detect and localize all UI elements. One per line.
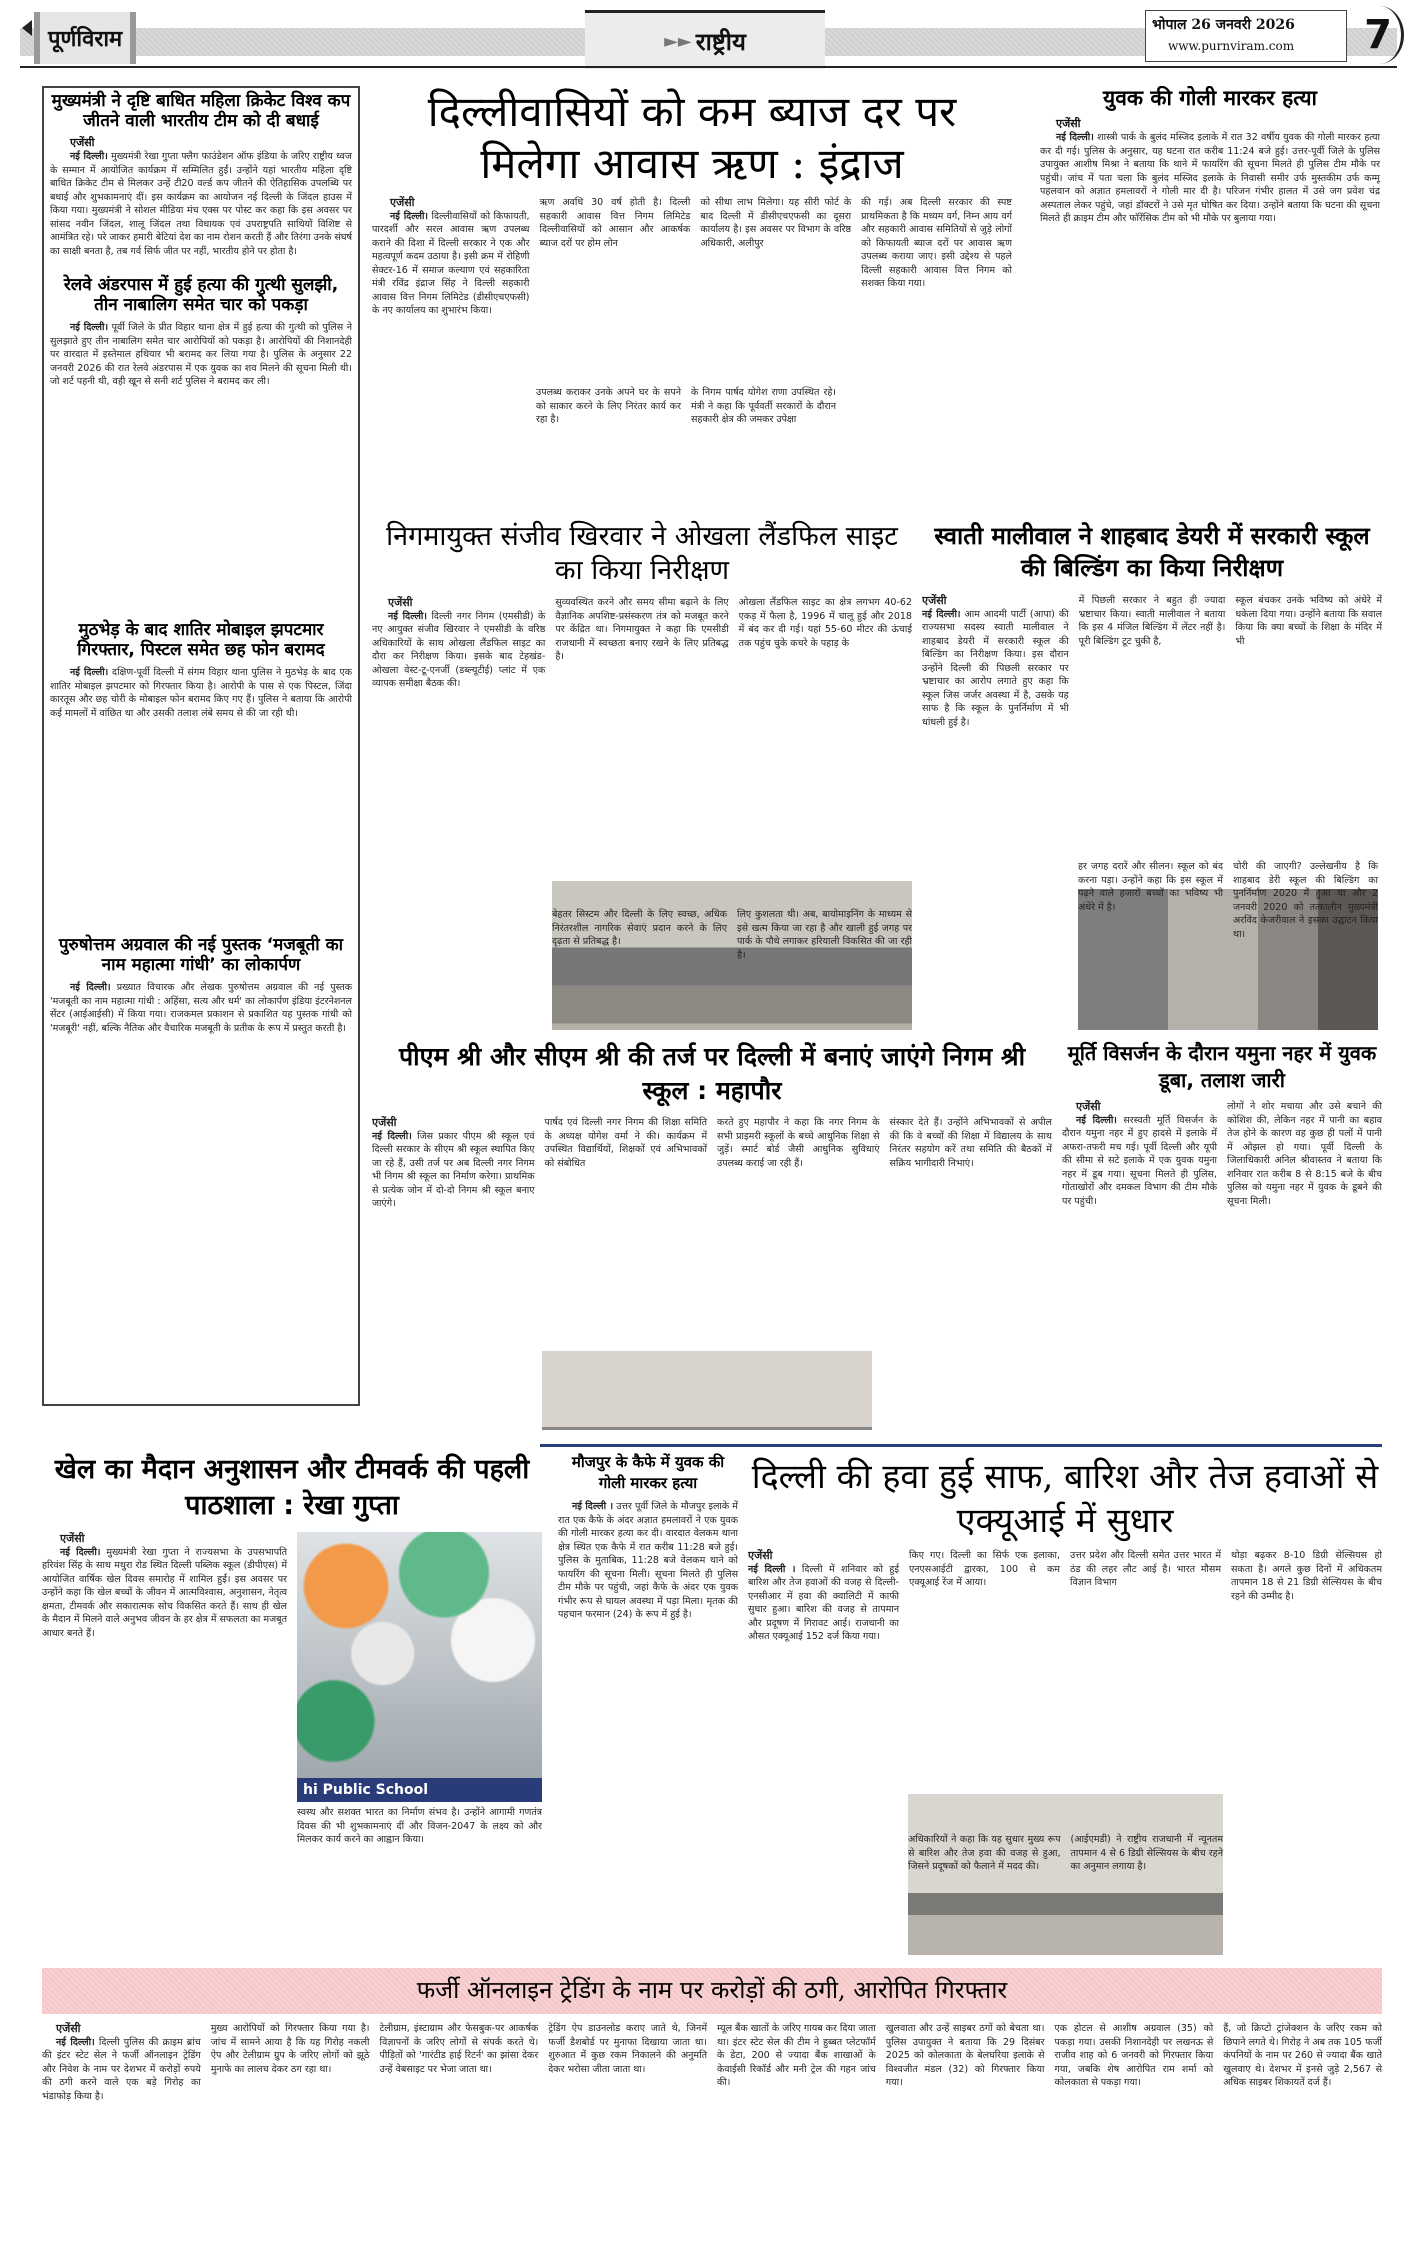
column-3: उत्तर प्रदेश और दिल्ली समेत उत्तर भारत में ठंड की लहर लौट आई है। भारत मौसम विज्ञान विभाग	[1070, 1550, 1221, 1588]
column-4: थोड़ा बढ़कर 8-10 डिग्री सेल्सियस हो सकता है। अगले कुछ दिनों में अधिकतम तापमान 18 से 21 डिग्री सेल्सियस के बीच रहने की उम्मीद है।	[1231, 1550, 1382, 1602]
balloon-release-photo	[297, 1532, 542, 1802]
trading-headline-band	[42, 1968, 1382, 2014]
article-body	[50, 981, 352, 1035]
column-1	[748, 1549, 899, 1644]
article-body	[50, 321, 352, 611]
under-photo-text	[1078, 860, 1378, 941]
body-text: दिल्ली नगर निगम (एमसीडी) के नए आयुक्त संजीव खिरवार ने एमसीडी के वरिष्ठ अधिकारियों के साथ ओखला लैंडफिल साइट का दौरा कर निरीक्षण किया। इसके बाद टेहखंड-ओखला वेस्ट-टू-एनर्जी (डब्ल्यूटीई) प्लांट में एक व्यापक समीक्षा बैठक की।	[372, 610, 546, 689]
body-text: दक्षिण-पूर्वी दिल्ली में संगम विहार थाना पुलिस ने मुठभेड़ के बाद एक शातिर मोबाइल झपटमार को गिरफ्तार किया है। आरोपी के पास से एक पिस्टल, जिंदा कारतूस और छह चोरी के मोबाइल फोन बरामद किए गए हैं। पुलिस ने बताया कि आरोपी कई मामलों में वांछित था और उसकी तलाश लंबे समय से की जा रही थी।	[50, 667, 352, 719]
column-4: की गई। अब दिल्ली सरकार की स्पष्ट प्राथमिकता है कि मध्यम वर्ग, निम्न आय वर्ग और सहकारी आवास समितियों से जुड़े लोगों को किफायती ब्याज दरों पर आवास ऋण उपलब्ध कराया जाए। इसी उद्देश्य से पहले दिल्ली सहकारी आवास वित्त निगम को सशक्त किया गया।	[861, 197, 1012, 289]
column-2: मुख्य आरोपियों को गिरफ्तार किया गया है। जांच में सामने आया है कि यह गिरोह नकली ऐप और टेलीग्राम ग्रुप के जरिए लोगों को झूठे मुनाफे का लालच देकर ठग रहा था।	[210, 2023, 370, 2075]
column-3: स्कूल बंचकर उनके भविष्य को अंधेरे में धकेला दिया गया। उन्होंने बताया कि सवाल किया कि क्या बच्चों के शिक्षा के मंदिर में भी	[1235, 595, 1382, 647]
column-2: किए गए। दिल्ली का सिर्फ एक इलाका, एनएसआईटी द्वारका, 100 से कम एक्यूआई रेंज में आया।	[909, 1550, 1060, 1588]
masthead	[0, 0, 1417, 72]
dateline: नई दिल्ली।	[70, 151, 108, 163]
caption-text: स्वस्थ और सशक्त भारत का निर्माण संभव है। उन्होंने आगामी गणतंत्र दिवस की भी शुभकामनाएं दीं और विजन-2047 के लक्ष्य को और मिलकर कार्य करने का आह्वान किया।	[297, 1807, 542, 1845]
column-1	[372, 196, 530, 318]
article-nigam-shri-school	[372, 1040, 1052, 1430]
body-text: प्रख्यात विचारक और लेखक पुरुषोत्तम अग्रवाल की नई पुस्तक 'मजबूती का नाम महात्मा गांधी : अहिंसा, सत्य और धर्म' का लोकार्पण इंडिया इंटरनेशनल सेंटर (आईआईसी) में किया गया। राजकमल प्रकाशन से प्रकाशित यह पुस्तक गांधी को 'मजबूरी' नहीं, बल्कि नैतिक और वैचारिक मजबूती के प्रतीक के रूप में प्रस्तुत करती है।	[50, 982, 352, 1034]
headline[interactable]: दिल्ली की हवा हुई साफ, बारिश और तेज हवाओं से एक्यूआई में सुधार	[751, 1457, 1379, 1541]
headline[interactable]: पुरुषोत्तम अग्रवाल की नई पुस्तक ‘मजबूती का नाम महात्मा गांधी’ का लोकार्पण	[58, 935, 344, 975]
byline: एजेंसी	[390, 196, 415, 209]
article-columns	[42, 2022, 1382, 2103]
article-cricket	[50, 92, 352, 258]
body-text: दिल्लीवासियों को किफायती, पारदर्शी और सरल आवास ऋण उपलब्ध कराने की दिशा में दिल्ली सरकार ने एक और महत्वपूर्ण कदम उठाया है। इसी क्रम में रोहिणी सेक्टर-16 में समाज कल्याण एवं सहकारिता मंत्री रविंद्र इंद्राज सिंह ने दिल्ली सहकारी आवास वित्त निगम लिमिटेड (डीसीएचएफसी) के नए कार्यालय का शुभारंभ किया।	[372, 210, 530, 316]
article-columns	[372, 1116, 1052, 1211]
column-2: ऋण अवधि 30 वर्ष होती है। दिल्ली सहकारी आवास वित्त निगम लिमिटेड दिल्लीवासियों को आसान और आकर्षक ब्याज दरों पर होम लोन	[539, 197, 691, 249]
dateline: नई दिल्ली।	[388, 610, 427, 622]
article-columns	[42, 1532, 542, 1847]
section-divider	[540, 1444, 1382, 1447]
column-2: में पिछली सरकार ने बहुत ही ज्यादा भ्रष्टाचार किया। स्वाती मालीवाल ने बताया कि इस 4 मंजिल बिल्डिंग में लेंटर नहीं है। पूरी बिल्डिंग टूट चुकी है,	[1078, 595, 1226, 647]
byline: एजेंसी	[60, 1532, 85, 1545]
article-encounter	[50, 621, 352, 926]
byline: एजेंसी	[1076, 1100, 1101, 1113]
caption-text-2: लिए कुशलता थी। अब, बायोमाइनिंग के माध्यम से इसे खत्म किया जा रहा है और खाली हुई जगह पर पार्क के पौधे लगाकर हरियाली विकसित की जा रही है।	[737, 909, 912, 961]
article-columns	[748, 1549, 1382, 1644]
article-book-launch	[50, 936, 352, 1035]
column-1	[372, 1116, 535, 1211]
article-trading-fraud	[42, 2022, 1382, 2242]
headline[interactable]: खेल का मैदान अनुशासन और टीमवर्क की पहली पाठशाला : रेखा गुप्ता	[54, 1454, 530, 1521]
headline[interactable]: स्वाती मालीवाल ने शाहबाद डेयरी में सरकारी स्कूल की बिल्डिंग का किया निरीक्षण	[934, 522, 1370, 582]
article-columns	[372, 196, 1012, 318]
double-arrow-icon: ►►	[664, 30, 692, 52]
column-2	[297, 1532, 542, 1847]
school-event-photo	[542, 1351, 872, 1431]
headline[interactable]: रेलवे अंडरपास में हुई हत्या की गुत्थी सुलझी, तीन नाबालिग समेत चार को पकड़ा	[63, 275, 339, 315]
dateline: नई दिल्ली।	[56, 2036, 95, 2048]
masthead-rule	[20, 66, 1397, 68]
dateline: नई दिल्ली ।	[748, 1563, 796, 1575]
under-photo-text	[908, 1833, 1223, 1874]
body-text: उत्तर पूर्वी जिले के मौजपुर इलाके में रात एक कैफे के अंदर अज्ञात हमलावरों ने एक युवक की गोली मारकर हत्या कर दी। वारदात वेलकम थाना क्षेत्र स्थित एक कैफे में रात करीब 11:28 बजे हुई। पुलिस के मुताबिक, 11:28 बजे वेलकम थाने को फायरिंग की सूचना मिली। सूचना मिलते ही पुलिस टीम मौके पर पहुंची, जहां कैफे के अंदर एक युवक गंभीर रूप से घायल अवस्था में पड़ा मिला। मृतक की पहचान फरमान (24) के रूप में हुई है।	[558, 1501, 738, 1620]
road-fog-photo	[908, 1794, 1223, 1956]
caption-text-1: उपलब्ध कराकर उनके अपने घर के सपने को साकार करने के लिए निरंतर कार्य कर रहा है।	[536, 387, 681, 425]
column-3: ओखला लैंडफिल साइट का क्षेत्र लगभग 40-62 एकड़ में फैला है, 1996 में चालू हुई और 2018 में बंद कर दी गई। यहां 55-60 मीटर की ऊंचाई तक पहुंच चुके कचरे के पहाड़ के	[738, 597, 912, 649]
dateline: नई दिल्ली।	[390, 210, 429, 222]
headline[interactable]: दिल्लीवासियों को कम ब्याज दर पर मिलेगा आवास ऋण : इंद्राज	[427, 87, 957, 188]
headline[interactable]: मुख्यमंत्री ने दृष्टि बाधित महिला क्रिकेट विश्व कप जीतने वाली भारतीय टीम को दी बधाई	[51, 91, 351, 131]
column-3: करते हुए महापौर ने कहा कि नगर निगम के सभी प्राइमरी स्कूलों के बच्चे आधुनिक शिक्षा से जुड़ें। स्मार्ट बोर्ड जैसी आधुनिक सुविधाएं उपलब्ध कराई जा रही हैं।	[717, 1117, 880, 1169]
article-body	[558, 1500, 738, 1622]
dateline: नई दिल्ली।	[70, 322, 109, 334]
byline: एजेंसी	[748, 1549, 773, 1562]
school-sign: hi Public School	[297, 1778, 542, 1802]
page-number: 7	[1355, 6, 1404, 64]
column-1	[42, 1532, 287, 1847]
body-text: दिल्ली पुलिस की क्राइम ब्रांच की इंटर स्टेट सेल ने फर्जी ऑनलाइन ट्रेडिंग और निवेश के नाम पर देशभर में करोड़ों रुपये की ठगी करने वाले एक बड़े गिरोह का भंडाफोड़ किया है।	[42, 2036, 201, 2102]
column-1	[1062, 1100, 1217, 1208]
article-shooting-shastri-park	[1040, 86, 1380, 506]
column-3: टेलीग्राम, इंस्टाग्राम और फेसबुक-पर आकर्षक विज्ञापनों के जरिए लोगों से संपर्क करते थे। पीड़ितों को 'गारंटीड हाई रिटर्न' का झांसा देकर उन्हें वेबसाइट पर भेजा जाता था।	[379, 2023, 539, 2075]
caption-text-1: बेहतर सिस्टम और दिल्ली के लिए स्वच्छ, अधिक निरंतरशील नागरिक सेवाएं प्रदान करने के लिए दृढ़ता से प्रतिबद्ध है।	[552, 909, 727, 947]
under-photo-text	[536, 386, 836, 427]
byline: एजेंसी	[372, 1116, 397, 1129]
body-text: मुख्यमंत्री रेखा गुप्ता फ्लैग फाउंडेशन ऑफ इंडिया के जरिए राष्ट्रीय ध्वज के सम्मान में आयोजित कार्यक्रम में सम्मिलित हुईं। उन्होंने यहां भारतीय महिला दृष्टि बाधित क्रिकेट टीम से मिलकर उन्हें टी20 वर्ल्ड कप जीतने की ऐतिहासिक उपलब्धि पर बधाई और शुभकामनाएं दीं। इस कार्यक्रम का आयोजन नई दिल्ली के जिंदल हाउस में किया गया। मुख्यमंत्री ने सोशल मीडिया मंच एक्स पर पोस्ट कर कहा कि इस अवसर पर सांसद नवीन जिंदल, शालू जिंदल तथा विधायक एवं उपराष्ट्रपति साथियों विशिष्ट से आमंत्रित रहे।	[50, 151, 352, 244]
column-8: हैं, जो क्रिप्टो ट्रांजेक्शन के जरिए रकम को छिपाने लगते थे। गिरोह ने अब तक 105 फर्जी कंपनियों के नाम पर 260 से ज्यादा बैंक खाते खुलवाए थे। देशभर में इनसे जुड़े 2,567 से अधिक साइबर शिकायतें दर्ज हैं।	[1223, 2023, 1382, 2088]
headline[interactable]: मूर्ति विसर्जन के दौरान यमुना नहर में युवक डूबा, तलाश जारी	[1067, 1041, 1377, 1092]
article-swati-maliwal	[922, 520, 1382, 1030]
dateline: नई दिल्ली ।	[572, 1501, 614, 1512]
article-body	[50, 666, 352, 926]
byline: एजेंसी	[922, 594, 947, 607]
columns-2-4	[540, 196, 1013, 318]
article-sports-day	[42, 1452, 542, 1952]
column-3: को सीधा लाभ मिलेगा। यह सीरी फोर्ट के बाद दिल्ली में डीसीएचएफसी का दूसरा कार्यालय है। इस अवसर पर विभाग के वरिष्ठ अधिकारी, अलीपुर	[700, 197, 852, 249]
body-text: मुख्यमंत्री रेखा गुप्ता ने राज्यसभा के उपसभापति हरिवंश सिंह के साथ मथुरा रोड स्थित दिल्ली पब्लिक स्कूल (डीपीएस) में आयोजित वार्षिक खेल दिवस समारोह में शामिल हुईं। इस अवसर पर उन्होंने कहा कि खेल बच्चों के जीवन में आत्मविश्वास, अनुशासन, नेतृत्व क्षमता, टीमवर्क और सकारात्मक सोच विकसित करते हैं। साथ ही खेल के मैदान में मिलने वाले अनुभव जीवन के हर क्षेत्र में सफलता का मजबूत आधार बनते हैं।	[42, 1546, 287, 1639]
headline[interactable]: युवक की गोली मारकर हत्या	[1103, 86, 1317, 110]
column-4: संस्कार देते हैं। उन्होंने अभिभावकों से अपील की कि वे बच्चों की शिक्षा में विद्यालय के साथ निरंतर सहयोग करें तथा समिति की बैठकों में सक्रिय भागीदारी निभाएं।	[889, 1117, 1052, 1169]
article-maujpur-shooting	[558, 1452, 738, 1952]
caption-text-2: (आईएमडी) ने राष्ट्रीय राजधानी में न्यूनतम तापमान 4 से 6 डिग्री सेल्सियस के बीच रहने का अनुमान लगाया है।	[1070, 1834, 1223, 1872]
article-railway	[50, 276, 352, 611]
article-housing-loan	[372, 86, 1012, 476]
body-text: शास्त्री पार्क के बुलंद मस्जिद इलाके में रात 32 वर्षीय युवक की गोली मारकर हत्या कर दी गई। पुलिस के अनुसार, यह घटना रात करीब 11:24 बजे हुई। उत्तर-पूर्वी जिले के पुलिस उपायुक्त आशीष मिश्रा ने बताया कि थाने में फायरिंग की सूचना मिलते ही पुलिस टीम मौके पर पहुंची। जांच में पता चला कि बुलंद मस्जिद इलाके के निवासी समीर उर्फ मुस्तकीम उर्फ कम्मू पहलवान को अज्ञात हमलावरों ने गोली मार दी है। परिजन गंभीर हालत में उसे जग प्रवेश चंद्र अस्पताल लेकर पहुंचे, जहां डॉक्टरों ने उसे मृत घोषित कर दिया। उन्होंने बताया कि घटना की सूचना मिलते ही क्राइम टीम और फॉरेंसिक टीम को भी मौके पर बुलाया गया।	[1040, 132, 1380, 225]
body-text: दिल्ली में शनिवार को हुई बारिश और तेज हवाओं की वजह से दिल्ली-एनसीआर में हवा की क्वालिटी में काफी सुधार हुआ। बारिश की वजह से तापमान और प्रदूषण में गिरावट आई। राजधानी का औसत एक्यूआई 152 दर्ज किया गया।	[748, 1563, 899, 1642]
column-5: म्यूल बैंक खातों के जरिए गायब कर दिया जाता था। इंटर स्टेट सेल की टीम ने हुब्बत प्लेटफॉर्म के डेटा, 200 से ज्यादा बैंक शाखाओं के केवाईसी रिकॉर्ड और मनी ट्रेल की गहन जांच की।	[717, 2023, 876, 2088]
dateline: नई दिल्ली।	[70, 667, 109, 679]
column-4: ट्रेडिंग ऐप डाउनलोड कराए जाते थे, जिनमें फर्जी डैशबोर्ड पर मुनाफा दिखाया जाता था। शुरुआत में कुछ रकम निकालने की अनुमति देकर भरोसा जीता जाता था।	[548, 2023, 707, 2075]
newspaper-logo[interactable]: पूर्णविराम	[34, 12, 136, 64]
headline[interactable]: मुठभेड़ के बाद शातिर मोबाइल झपटमार गिरफ्तार, पिस्टल समेत छह फोन बरामद	[77, 620, 325, 660]
article-columns	[922, 594, 1382, 729]
column-2: सुव्यवस्थित करने और समय सीमा बढ़ाने के लिए वैज्ञानिक अपशिष्ट-प्रसंस्करण तंत्र को मजबूत करने पर केंद्रित था। निगमायुक्त ने कहा कि एमसीडी राजधानी में स्वच्छता बनाए रखने के लिए प्रतिबद्ध है।	[555, 597, 729, 662]
column-2: पार्षद एवं दिल्ली नगर निगम की शिक्षा समिति के अध्यक्ष योगेश वर्मा ने की। कार्यक्रम में उपस्थित विद्यार्थियों, शिक्षकों एवं अभिभावकों को संबोधित	[544, 1117, 707, 1169]
under-photo-text	[552, 908, 912, 962]
section-label[interactable]	[585, 10, 825, 69]
body-text-closing: परे जाकर हमारी बेटियां देश का नाम रोशन करती हैं और तिरंगा उनके संघर्ष का साक्षी बनता है, तब गर्व सिर्फ जीत पर नहीं, भारतीय होने पर होता है।	[50, 232, 352, 257]
dateline: नई दिल्ली।	[70, 982, 111, 994]
headline[interactable]: फर्जी ऑनलाइन ट्रेडिंग के नाम पर करोड़ों की ठगी, आरोपित गिरफ्तार	[416, 1976, 1008, 2005]
headline[interactable]: मौजपुर के कैफे में युवक की गोली मारकर हत्या	[571, 1453, 725, 1492]
dateline: नई दिल्ली।	[922, 608, 961, 620]
dateline: नई दिल्ली।	[372, 1130, 412, 1142]
article-yamuna-drowning	[1062, 1040, 1382, 1430]
column-7: एक होटल से आशीष अग्रवाल (35) को पकड़ा गया। उसकी निशानदेही पर लखनऊ से राजीव शाह को 6 जनवरी को गिरफ्तार किया गया, जबकि शेष आरोपित राम शर्मा को कोलकाता से पकड़ा गया।	[1054, 2023, 1214, 2088]
upper-row	[540, 196, 1013, 291]
column-1	[922, 594, 1069, 729]
byline: एजेंसी	[56, 2022, 81, 2035]
dateline: नई दिल्ली।	[60, 1546, 101, 1558]
body-text: जिस प्रकार पीएम श्री स्कूल एवं दिल्ली सरकार के सीएम श्री स्कूल स्थापित किए जा रहे हैं, उसी तर्ज पर अब दिल्ली नगर निगम भी निगम श्री स्कूल का निर्माण करेगा। प्राथमिक से प्रत्येक जोन में दो-दो निगम श्री स्कूल बनाए जाएंगे।	[372, 1130, 535, 1209]
caption-text-1: अधिकारियों ने कहा कि यह सुधार मुख्य रूप से बारिश और तेज हवा की वजह से हुआ, जिसने प्रदूषकों को फैलाने में मदद की।	[908, 1834, 1061, 1872]
article-okhla-landfill	[372, 520, 912, 1030]
article-body	[1040, 131, 1380, 226]
body-text: आम आदमी पार्टी (आपा) की राज्यसभा सदस्य स्वाती मालीवाल ने शाहबाद डेयरी में सरकारी स्कूल की बिल्डिंग का निरीक्षण किया। इस दौरान उन्होंने दिल्ली की पिछली सरकार पर भ्रष्टाचार का आरोप लगाते हुए कहा कि स्कूल जिस जर्जर अवस्था में है, उसके यह साफ है कि स्कूल के पुनर्निर्माण में भी धांधली हुई है।	[922, 608, 1069, 728]
headline[interactable]: निगमायुक्त संजीव खिरवार ने ओखला लैंडफिल साइट का किया निरीक्षण	[386, 521, 898, 586]
byline: एजेंसी	[1056, 117, 1081, 131]
column-2: लोगों ने शोर मचाया और उसे बचाने की कोशिश की, लेकिन नहर में पानी का बहाव तेज होने के कारण वह कुछ ही पलों में पानी में ओझल हो गया। पूर्वी दिल्ली के जिलाधिकारी अनिल श्रीवास्तव ने बताया कि शनिवार रात करीब 8 से 8:15 बजे के बीच पुलिस को यमुना नहर में युवक के डूबने की सूचना मिली।	[1227, 1101, 1382, 1207]
article-body	[50, 150, 352, 258]
caption-text-2: के निगम पार्षद योगेश राणा उपस्थित रहे। मंत्री ने कहा कि पूर्ववर्ती सरकारों के दौरान सहकारी क्षेत्र की जमकर उपेक्षा	[691, 387, 836, 425]
article-air-quality	[748, 1455, 1382, 1955]
section-title: राष्ट्रीय	[695, 26, 746, 56]
caption-text-2: चोरी की जाएगी? उल्लेखनीय है कि शाहबाद डेरी स्कूल की बिल्डिंग का पुनर्निर्माण 2020 में हुआ था और 2 जनवरी 2020 को तत्कालीन मुख्यमंत्री अरविंद केजरीवाल ने इसका उद्घाटन किया था।	[1233, 861, 1378, 940]
date-box	[1145, 10, 1347, 62]
byline: एजेंसी	[388, 596, 413, 609]
dateline: नई दिल्ली।	[1076, 1114, 1117, 1126]
left-column-box	[42, 86, 360, 1406]
caption-text-1: हर जगह दरारें और सीलन। स्कूल को बंद करना पड़ा। उन्होंने कहा कि इस स्कूल में पढ़ने वाले हजारों बच्चों का भविष्य भी अंधेरे में है।	[1078, 861, 1223, 913]
dateline: नई दिल्ली।	[1056, 132, 1094, 144]
website-url[interactable]: www.purnviram.com	[1168, 39, 1295, 53]
body-text: सरस्वती मूर्ति विसर्जन के दौरान यमुना नहर में हुए हादसे में इलाके में अफरा-तफरी मच गई। पूर्वी दिल्ली और यूपी की सीमा से सटे इलाके में एक युवक यमुना नहर में डूब गया। सूचना मिलते ही पुलिस, गोताखोरों और दमकल विभाग की टीम मौके पर पहुंची।	[1062, 1114, 1218, 1207]
article-columns	[372, 596, 912, 691]
byline: एजेंसी	[70, 136, 95, 150]
body-text-closing: जो शर्ट पहनी थी, वही खून से सनी शर्ट पुलिस ने बरामद कर ली।	[50, 376, 270, 388]
column-6: खुलवाता और उन्हें साइबर ठगों को बेचता था। पुलिस उपायुक्त ने बताया कि 29 दिसंबर 2025 को कोलकाता के बेलघरिया इलाके से विश्वजीत मंडल (32) को गिरफ्तार किया गया।	[885, 2023, 1045, 2088]
body-text: पूर्वी जिले के प्रीत विहार थाना क्षेत्र में हुई हत्या की गुत्थी को पुलिस ने सुलझाते हुए तीन नाबालिग समेत चार आरोपियों को पकड़ा है। आरोपियों की निशानदेही पर वारदात में इस्तेमाल हथियार भी बरामद कर लिया गया है। पुलिस के अनुसार 22 जनवरी 2026 की रात रेलवे अंडरपास में एक युवक का शव मिलने की सूचना मिली थी।	[50, 322, 352, 374]
article-columns	[1062, 1100, 1382, 1208]
column-1	[372, 596, 545, 691]
issue-date: भोपाल 26 जनवरी 2026	[1152, 17, 1295, 33]
headline[interactable]: पीएम श्री और सीएम श्री की तर्ज पर दिल्ली में बनाएं जाएंगे निगम श्री स्कूल : महापौर	[398, 1042, 1026, 1105]
logo-marker-icon	[22, 20, 32, 36]
column-1	[42, 2022, 201, 2103]
